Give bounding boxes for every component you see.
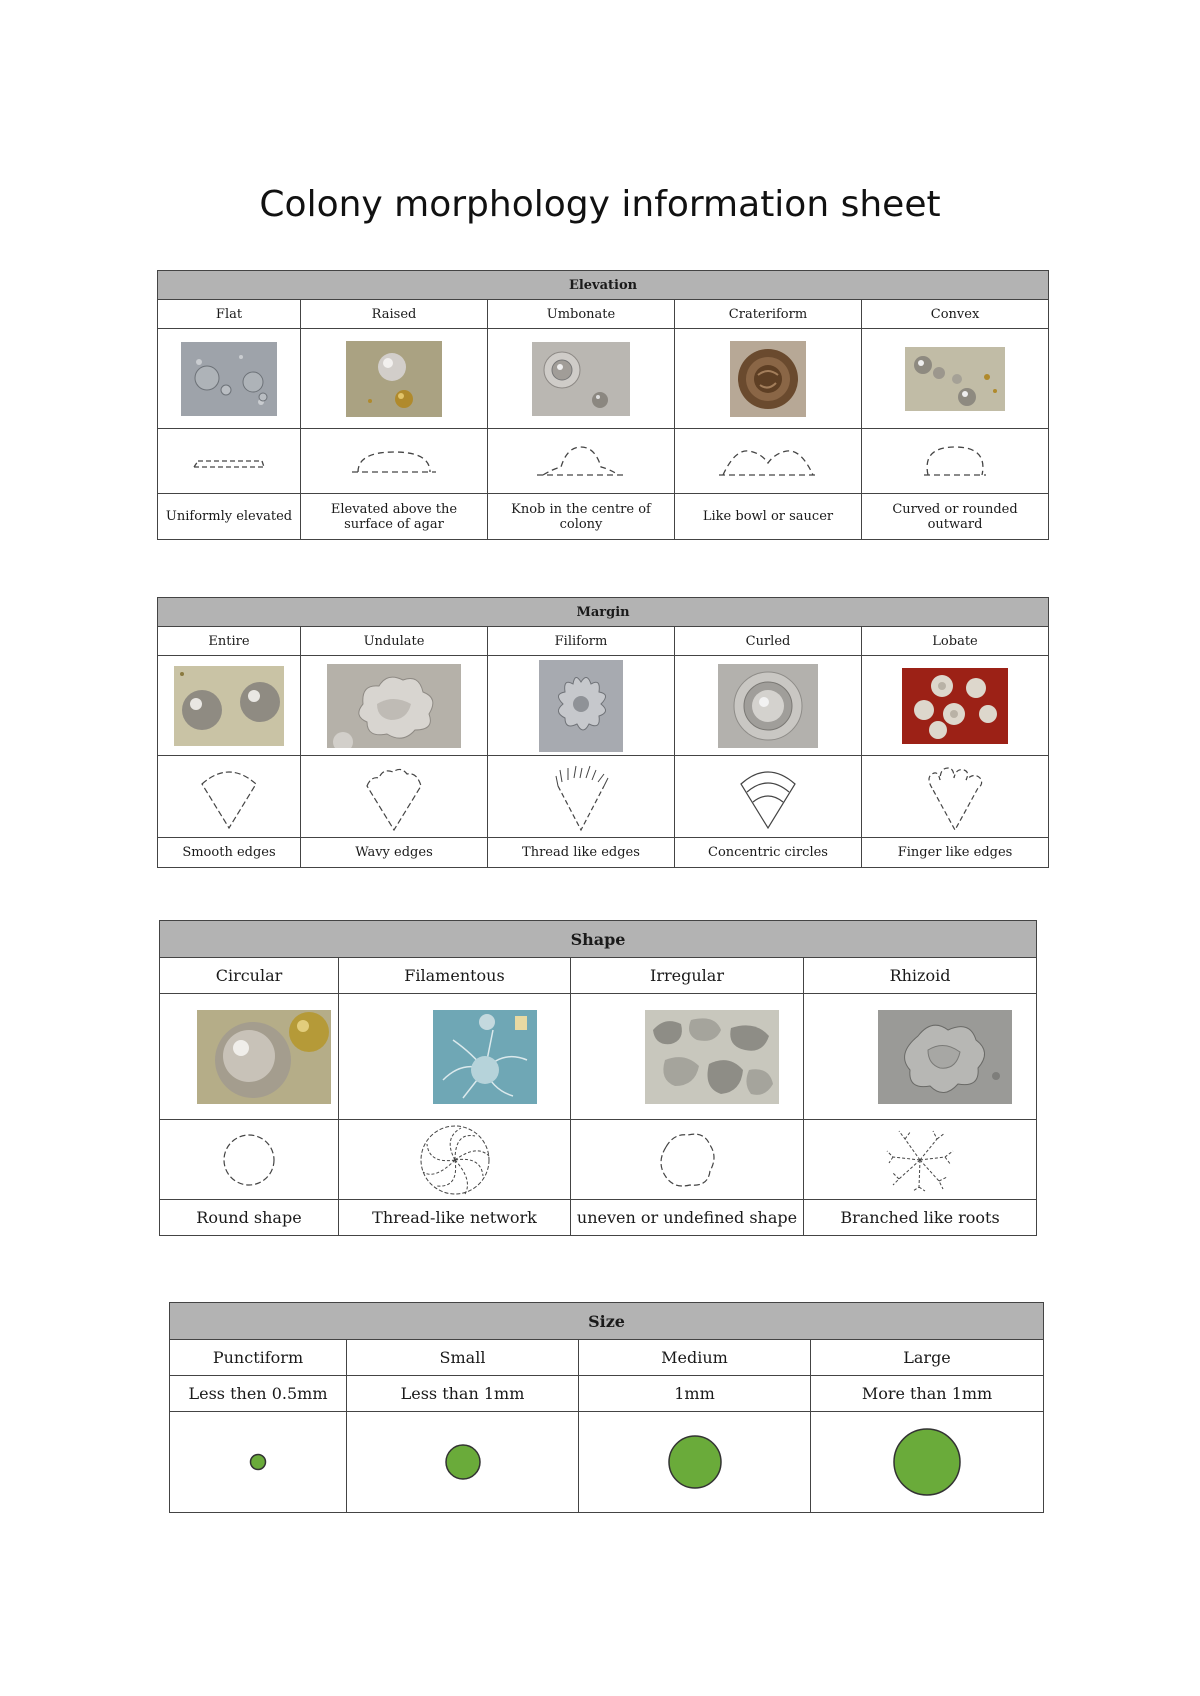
size-measure-medium: 1mm [579, 1376, 811, 1412]
margin-photo-cell [301, 656, 488, 756]
curled-margin-diagram [675, 756, 862, 838]
convex-profile-diagram [862, 429, 1049, 494]
shape-type-rhizoid: Rhizoid [804, 958, 1037, 994]
size-type-punctiform: Punctiform [170, 1340, 347, 1376]
margin-photo-cell [862, 656, 1049, 756]
shape-header: Shape [160, 921, 1037, 958]
elevation-photo-cell [301, 329, 488, 429]
curled-colony-photo [718, 664, 818, 748]
size-measure-punctiform: Less then 0.5mm [170, 1376, 347, 1412]
size-type-large: Large [811, 1340, 1044, 1376]
convex-colony-photo [905, 347, 1005, 411]
elevation-photo-cell [488, 329, 675, 429]
filiform-colony-photo [539, 660, 623, 752]
raised-profile-diagram [301, 429, 488, 494]
elevation-desc-convex: Curved or rounded outward [862, 494, 1049, 540]
margin-type-lobate: Lobate [862, 627, 1049, 656]
medium-size-circle [579, 1412, 811, 1513]
shape-type-circular: Circular [160, 958, 339, 994]
elevation-desc-raised: Elevated above the surface of agar [301, 494, 488, 540]
flat-profile-diagram [158, 429, 301, 494]
shape-desc-irregular: uneven or undefined shape [571, 1200, 804, 1236]
raised-colony-photo [346, 341, 442, 417]
punctiform-circle-shape [251, 1455, 266, 1470]
circular-shape-diagram [160, 1120, 339, 1200]
elevation-type-raised: Raised [301, 300, 488, 329]
size-table [169, 1302, 1044, 1513]
undulate-colony-photo [327, 664, 461, 748]
crateriform-profile-diagram [675, 429, 862, 494]
elevation-desc-flat: Uniformly elevated [158, 494, 301, 540]
shape-photo-cell [571, 994, 804, 1120]
entire-colony-photo [174, 666, 284, 746]
elevation-desc-umbonate: Knob in the centre of colony [488, 494, 675, 540]
small-circle-shape [446, 1445, 480, 1479]
margin-table [157, 597, 1049, 868]
size-measure-large: More than 1mm [811, 1376, 1044, 1412]
elevation-desc-crateriform: Like bowl or saucer [675, 494, 862, 540]
filiform-margin-diagram [488, 756, 675, 838]
margin-desc-filiform: Thread like edges [488, 838, 675, 868]
circular-colony-photo [197, 1010, 331, 1104]
margin-type-undulate: Undulate [301, 627, 488, 656]
size-measure-small: Less than 1mm [347, 1376, 579, 1412]
filamentous-shape-diagram [339, 1120, 571, 1200]
rhizoid-shape-diagram [804, 1120, 1037, 1200]
undulate-margin-diagram [301, 756, 488, 838]
flat-colony-photo [181, 342, 277, 416]
umbonate-colony-photo [532, 342, 630, 416]
margin-photo-cell [675, 656, 862, 756]
shape-type-filamentous: Filamentous [339, 958, 571, 994]
page-title: Colony morphology information sheet [259, 184, 941, 225]
shape-photo-cell [804, 994, 1037, 1120]
shape-type-irregular: Irregular [571, 958, 804, 994]
margin-type-filiform: Filiform [488, 627, 675, 656]
elevation-type-convex: Convex [862, 300, 1049, 329]
punctiform-size-circle [170, 1412, 347, 1513]
size-header: Size [170, 1303, 1044, 1340]
medium-circle-shape [669, 1436, 721, 1488]
umbonate-profile-diagram [488, 429, 675, 494]
entire-margin-diagram [158, 756, 301, 838]
rhizoid-colony-photo [878, 1010, 1012, 1104]
lobate-margin-diagram [862, 756, 1049, 838]
large-circle-shape [894, 1429, 960, 1495]
irregular-shape-diagram [571, 1120, 804, 1200]
elevation-table [157, 270, 1049, 540]
margin-header: Margin [158, 598, 1049, 627]
elevation-type-flat: Flat [158, 300, 301, 329]
shape-table [159, 920, 1037, 1236]
margin-photo-cell [488, 656, 675, 756]
margin-desc-undulate: Wavy edges [301, 838, 488, 868]
elevation-photo-cell [675, 329, 862, 429]
margin-desc-entire: Smooth edges [158, 838, 301, 868]
shape-desc-filamentous: Thread-like network [339, 1200, 571, 1236]
shape-desc-rhizoid: Branched like roots [804, 1200, 1037, 1236]
elevation-photo-cell [862, 329, 1049, 429]
shape-photo-cell [160, 994, 339, 1120]
elevation-header: Elevation [158, 271, 1049, 300]
crateriform-colony-photo [730, 341, 806, 417]
elevation-photo-cell [158, 329, 301, 429]
filamentous-colony-photo [433, 1010, 537, 1104]
small-size-circle [347, 1412, 579, 1513]
size-type-medium: Medium [579, 1340, 811, 1376]
shape-photo-cell [339, 994, 571, 1120]
elevation-type-crateriform: Crateriform [675, 300, 862, 329]
margin-type-curled: Curled [675, 627, 862, 656]
margin-desc-curled: Concentric circles [675, 838, 862, 868]
size-type-small: Small [347, 1340, 579, 1376]
irregular-colony-photo [645, 1010, 779, 1104]
lobate-colony-photo [902, 668, 1008, 744]
margin-photo-cell [158, 656, 301, 756]
margin-desc-lobate: Finger like edges [862, 838, 1049, 868]
margin-type-entire: Entire [158, 627, 301, 656]
elevation-type-umbonate: Umbonate [488, 300, 675, 329]
large-size-circle [811, 1412, 1044, 1513]
shape-desc-circular: Round shape [160, 1200, 339, 1236]
